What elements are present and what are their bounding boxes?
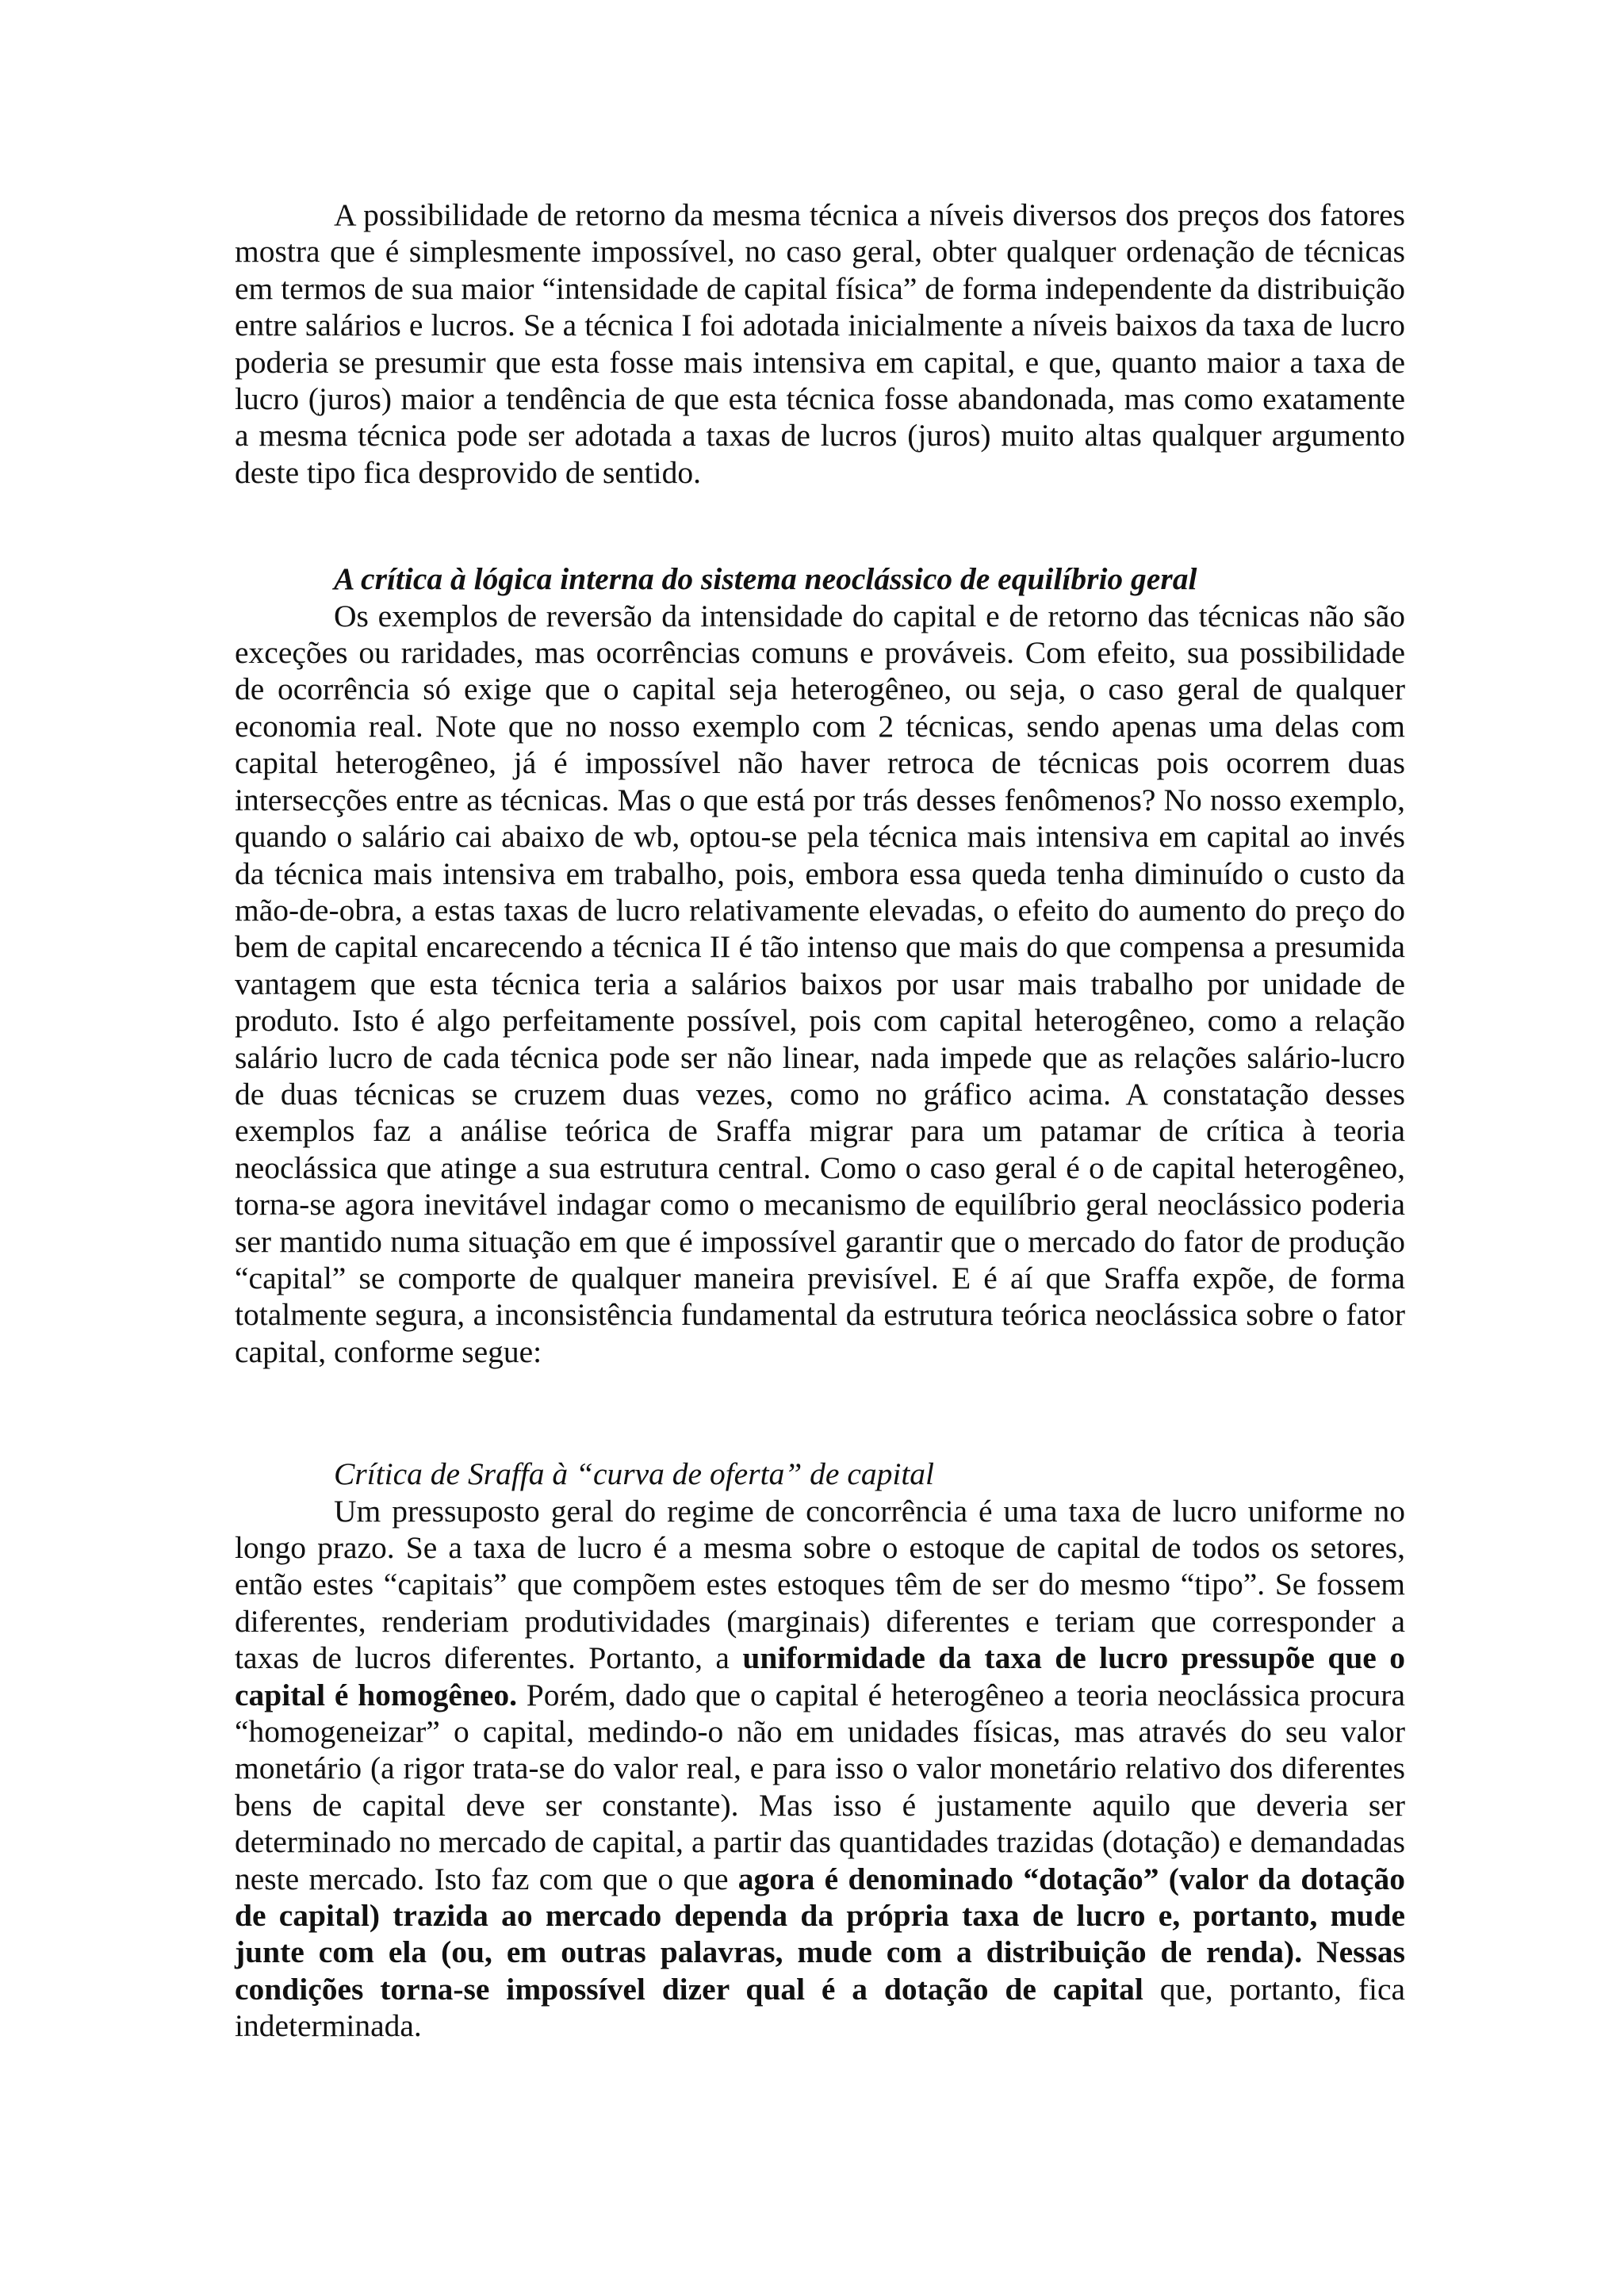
section-spacer bbox=[235, 491, 1405, 561]
bold-text-run: uniformidade da taxa de lucro pressupõe que o capital é homogêneo. bbox=[235, 1640, 1405, 1712]
document-page bbox=[235, 197, 1405, 2045]
text-run: que, portanto, fica indeterminada. bbox=[235, 1971, 1406, 2044]
section-heading-internal-logic-critique: A crítica à lógica interna do sistema neoclássico de equilíbrio geral bbox=[334, 561, 1197, 597]
section-spacer bbox=[235, 1370, 1405, 1456]
paragraph-capital-homogeneity bbox=[235, 1493, 1405, 2045]
paragraph-capital-reversal-examples: Os exemplos de reversão da intensidade do capital e de retorno das técnicas não são exceções ou raridades, mas ocorrências comuns e prováveis. Com efeito, sua possibilidade de ocorrência só exige que o capital seja heterogêneo, ou seja, o caso geral de qualquer economia real. Note que no nosso exemplo com 2 técnicas, sendo apenas uma delas com capital heterogêneo, já é impossível não haver retroca de técnicas pois ocorrem duas intersecções entre as técnicas. Mas o que está por trás desses fenômenos? No nosso exemplo, quando o salário cai abaixo de wb, optou-se pela técnica mais intensiva em capital ao invés da técnica mais intensiva em trabalho, pois, embora essa queda tenha diminuído o custo da mão-de-obra, a estas taxas de lucro relativamente elevadas, o efeito do aumento do preço do bem de capital encarecendo a técnica II é tão intenso que mais do que compensa a presumida vantagem que esta técnica teria a salários baixos por usar mais trabalho por unidade de produto. Isto é algo perfeitamente possível, pois com capital heterogêneo, como a relação salário lucro de cada técnica pode ser não linear, nada impede que as relações salário-lucro de duas técnicas se cruzem duas vezes, como no gráfico acima. A constatação desses exemplos faz a análise teórica de Sraffa migrar para um patamar de crítica à teoria neoclássica que atinge a sua estrutura central. Como o caso geral é o de capital heterogêneo, torna-se agora inevitável indagar como o mecanismo de equilíbrio geral neoclássico poderia ser mantido numa situação em que é impossível garantir que o mercado do fator de produção “capital” se comporte de qualquer maneira previsível. E é aí que Sraffa expõe, de forma totalmente segura, a inconsistência fundamental da estrutura teórica neoclássica sobre o fator capital, conforme segue: bbox=[235, 598, 1405, 1369]
text-run: Um pressuposto geral do regime de concorrência é uma taxa de lucro uniforme no longo prazo. Se a taxa de lucro é a mesma sobre o estoque de capital de todos os setores, então estes “capitais” que compõem estes estoques têm de ser do mesmo “tipo”. Se fossem diferentes, renderiam produtividades (marginais) diferentes e teriam que corresponder a taxas de lucros diferentes. Portanto, a bbox=[235, 1493, 1405, 1676]
bold-text-run: agora é denominado “dotação” (valor da dotação de capital) trazida ao mercado dependa da própria taxa de lucro e, portanto, mude junte com ela (ou, em outras palavras, mude com a distribuição de renda). Nessas condições torna-se impossível dizer qual é a dotação de capital bbox=[235, 1861, 1405, 2007]
text-run: Porém, dado que o capital é heterogêneo a teoria neoclássica procura “homogeneizar” o capital, medindo-o não em unidades físicas, mas através do seu valor monetário (a rigor trata-se do valor real, e para isso o valor monetário relativo dos diferentes bens de capital deve ser constante). Mas isso é justamente aquilo que deveria ser determinado no mercado de capital, a partir das quantidades trazidas (dotação) e demandadas neste mercado. Isto faz com que o que bbox=[235, 1677, 1405, 1896]
paragraph-technique-reversal: A possibilidade de retorno da mesma técnica a níveis diversos dos preços dos fatores mostra que é simplesmente impossível, no caso geral, obter qualquer ordenação de técnicas em termos de sua maior “intensidade de capital física” de forma independente da distribuição entre salários e lucros. Se a técnica I foi adotada inicialmente a níveis baixos da taxa de lucro poderia se presumir que esta fosse mais intensiva em capital, e que, quanto maior a taxa de lucro (juros) maior a tendência de que esta técnica fosse abandonada, mas como exatamente a mesma técnica pode ser adotada a taxas de lucros (juros) muito altas qualquer argumento deste tipo fica desprovido de sentido. bbox=[235, 197, 1405, 490]
subsection-heading-capital-supply-curve: Crítica de Sraffa à “curva de oferta” de capital bbox=[334, 1456, 935, 1492]
